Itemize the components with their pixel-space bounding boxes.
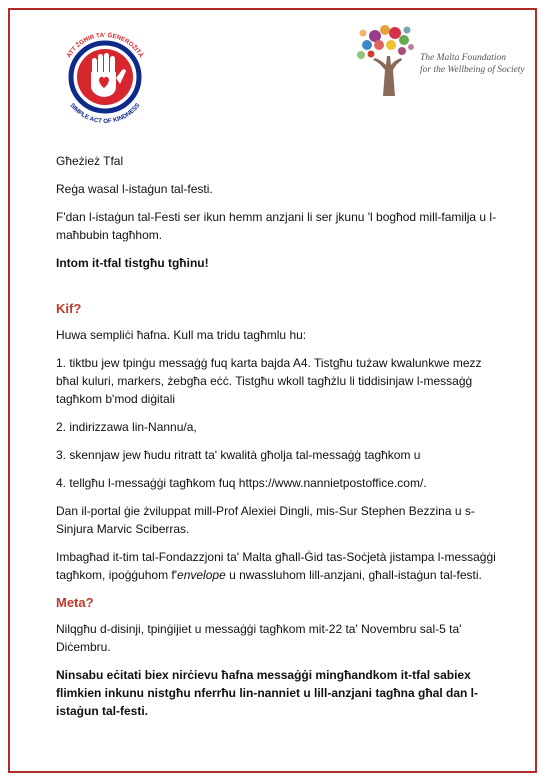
paragraph-portal: Dan il-portal ġie żviluppat mill-Prof Alexiei Dingli, mis-Sur Stephen Bezzina u s-Sinjura Marvic Sciberras. (56, 504, 475, 536)
closing-paragraph: Ninsabu eċitati biex nirċievu ħafna messaġġi mingħandkom it-tfal sabiex flimkien inkunu nistgħu nferrħu lin-nanniet u lill-anzjani tagħna għal dan l-istaġun tal-festi. (56, 668, 479, 718)
team-text-a: Imbagħad it-tim tal-Fondazzjoni ta' Malta għall-Ġid tas-Soċjetà jistampa l-messaġġi tagħkom, ipoġġuhom f' (56, 550, 496, 582)
step-1: 1. tiktbu jew tpinġu messaġġ fuq karta bajda A4. Tistgħu tużaw kwalunkwe mezz bħal kuluri, markers, żebgħa eċċ. Tistgħu wkoll tagħżlu li tiddisinjaw l-messaġġ tagħkom b'mod diġitali (56, 356, 482, 406)
foundation-line-1: The Malta Foundation (420, 53, 507, 63)
greeting: Għeżież Tfal (56, 154, 124, 168)
logo-ring-text-bottom: SIMPLE ACT OF KINDNESS (68, 101, 142, 126)
paragraph-team (56, 548, 504, 584)
paragraph-simple: Huwa sempliċi ħafna. Kull ma tridu tagħmlu hu: (56, 328, 307, 342)
call-to-action: Intom it-tfal tistgħu tgħinu! (56, 256, 209, 270)
step-4: 4. tellgħu l-messaġġi tagħkom fuq https://www.nannietpostoffice.com/. (56, 476, 427, 490)
paragraph-elderly: F'dan l-istaġun tal-Festi ser ikun hemm anzjani li ser jkunu 'l bogħod mill-familja u l-maħbubin tagħhom. (56, 210, 497, 242)
team-text-b: u nwassluhom lill-anzjani, għall-istaġun tal-festi. (225, 568, 482, 582)
step-2: 2. indirizzawa lin-Nannu/a, (56, 420, 197, 434)
simple-act-of-kindness-logo (50, 22, 160, 132)
heading-meta: Meta? (56, 595, 94, 610)
paragraph-dates: Nilqgħu d-disinji, tpinġijiet u messaġġi tagħkom mit-22 ta' Novembru sal-5 ta' Diċembru. (56, 622, 462, 654)
step-3: 3. skennjaw jew ħudu ritratt ta' kwalità għolja tal-messaġġ tagħkom u (56, 448, 421, 462)
foundation-name (420, 52, 530, 76)
heading-kif: Kif? (56, 301, 82, 316)
foundation-line-2: for the Wellbeing of Society (420, 65, 525, 75)
team-text-envelope: envelope (177, 568, 226, 582)
letter-body (56, 152, 504, 730)
intro-paragraph: Reġa wasal l-istaġun tal-festi. (56, 182, 213, 196)
logo-ring-text-top: ATT ŻGĦIR TA' ĠENEROŻITÀ (65, 31, 145, 60)
